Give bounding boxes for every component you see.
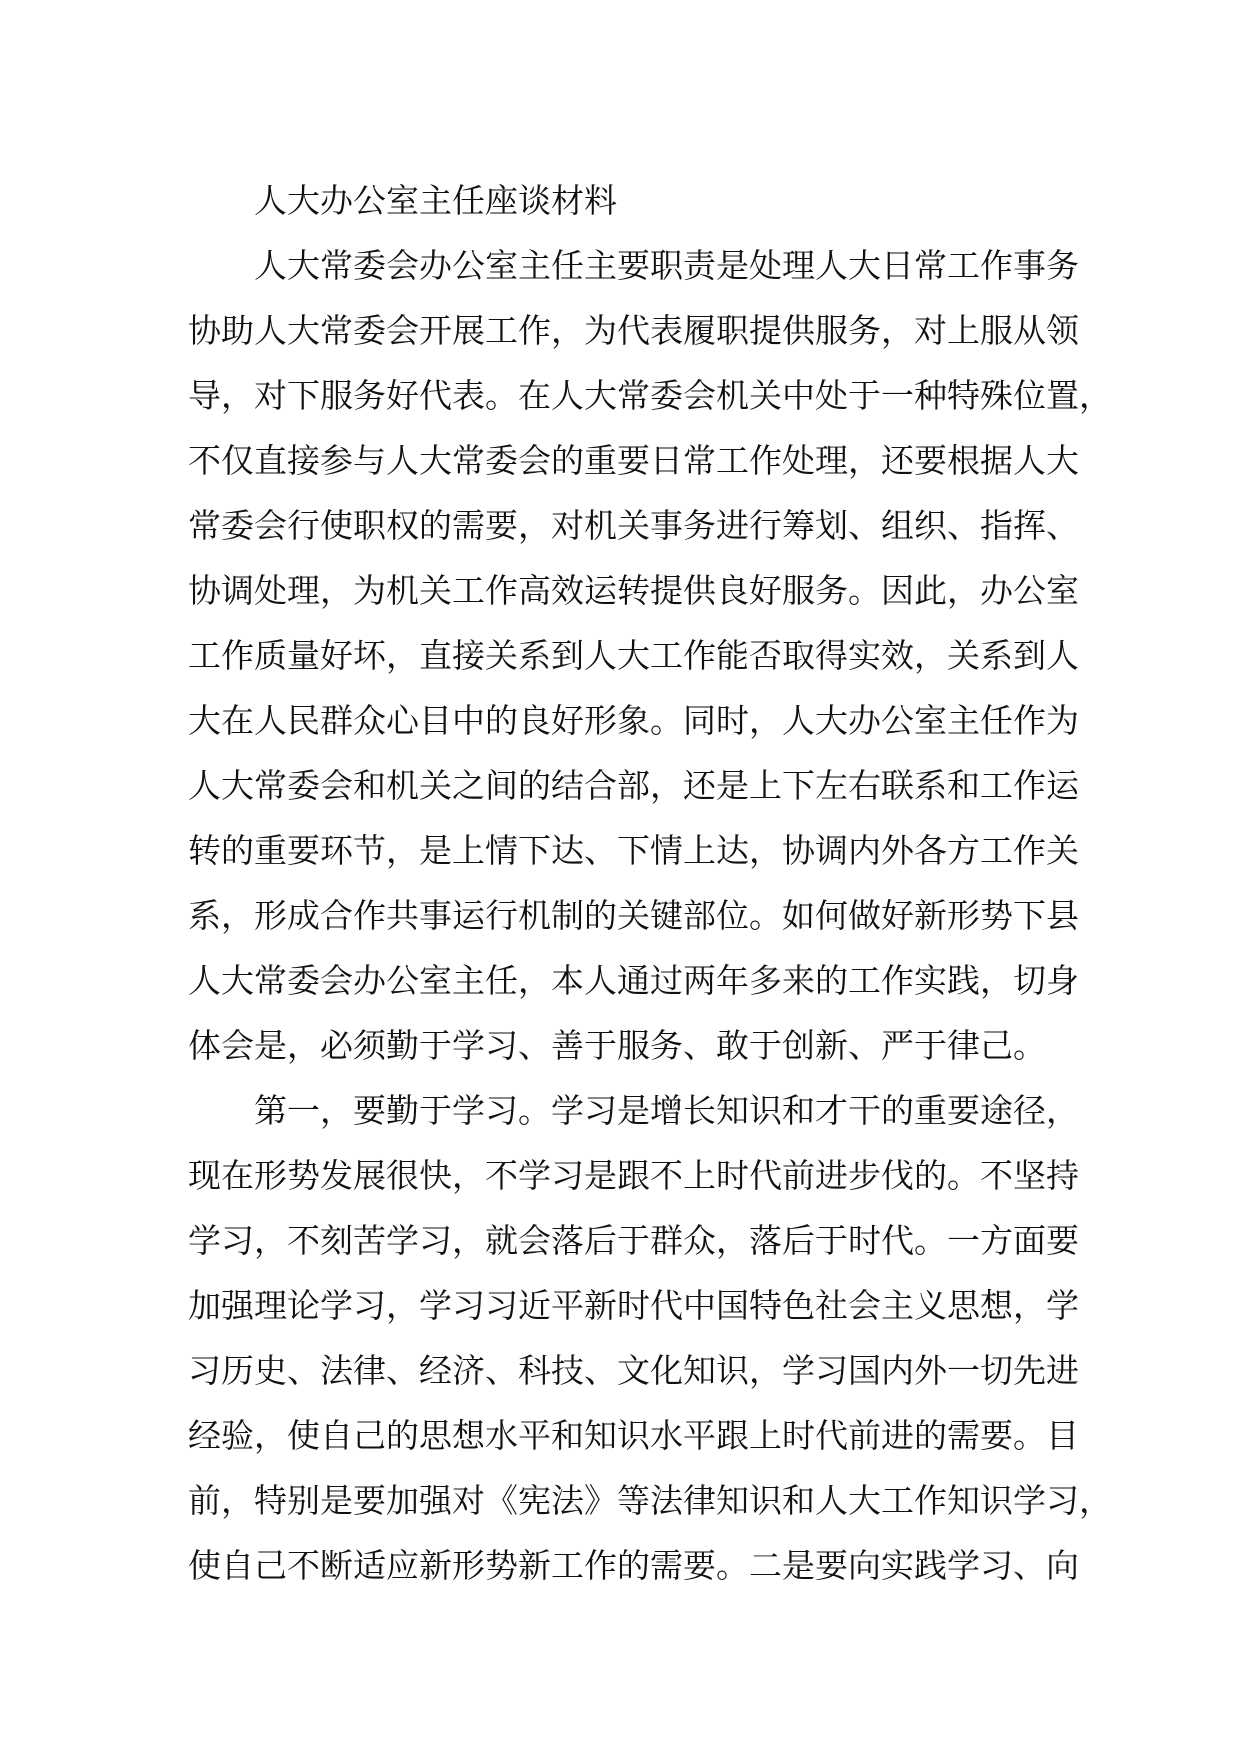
document-body	[188, 168, 1112, 1598]
paragraph-line: 习历史、法律、经济、科技、文化知识，学习国内外一切先进	[188, 1351, 1079, 1390]
paragraph-2	[188, 1078, 1112, 1598]
paragraph-line: 学习，不刻苦学习，就会落后于群众，落后于时代。一方面要	[188, 1221, 1079, 1260]
paragraph-line: 不仅直接参与人大常委会的重要日常工作处理，还要根据人大	[188, 441, 1079, 480]
paragraph-line: 现在形势发展很快，不学习是跟不上时代前进步伐的。不坚持	[188, 1156, 1079, 1195]
paragraph-line: 协助人大常委会开展工作，为代表履职提供服务，对上服从领	[188, 311, 1079, 350]
paragraph-line: 第一，要勤于学习。学习是增长知识和才干的重要途径，	[254, 1091, 1079, 1130]
paragraph-line: 系，形成合作共事运行机制的关键部位。如何做好新形势下县	[188, 896, 1079, 935]
paragraph-line: 前，特别是要加强对《宪法》等法律知识和人大工作知识学习，	[188, 1481, 1112, 1520]
paragraph-line: 加强理论学习，学习习近平新时代中国特色社会主义思想，学	[188, 1286, 1079, 1325]
paragraph-line: 大在人民群众心目中的良好形象。同时，人大办公室主任作为	[188, 701, 1079, 740]
paragraph-line: 人大常委会和机关之间的结合部，还是上下左右联系和工作运	[188, 766, 1079, 805]
paragraph-line: 使自己不断适应新形势新工作的需要。二是要向实践学习、向	[188, 1546, 1079, 1585]
paragraph-line: 人大常委会办公室主任，本人通过两年多来的工作实践，切身	[188, 961, 1079, 1000]
paragraph-line: 转的重要环节，是上情下达、下情上达，协调内外各方工作关	[188, 831, 1079, 870]
paragraph-line: 经验，使自己的思想水平和知识水平跟上时代前进的需要。目	[188, 1416, 1079, 1455]
paragraph-line: 工作质量好坏，直接关系到人大工作能否取得实效，关系到人	[188, 636, 1079, 675]
paragraph-1	[188, 233, 1112, 1078]
document-title: 人大办公室主任座谈材料	[254, 181, 617, 220]
paragraph-line: 体会是，必须勤于学习、善于服务、敢于创新、严于律己。	[188, 1026, 1046, 1065]
paragraph-line: 常委会行使职权的需要，对机关事务进行筹划、组织、指挥、	[188, 506, 1079, 545]
paragraph-line: 人大常委会办公室主任主要职责是处理人大日常工作事务	[254, 246, 1079, 285]
paragraph-line: 导，对下服务好代表。在人大常委会机关中处于一种特殊位置，	[188, 376, 1112, 415]
paragraph-line: 协调处理，为机关工作高效运转提供良好服务。因此，办公室	[188, 571, 1079, 610]
